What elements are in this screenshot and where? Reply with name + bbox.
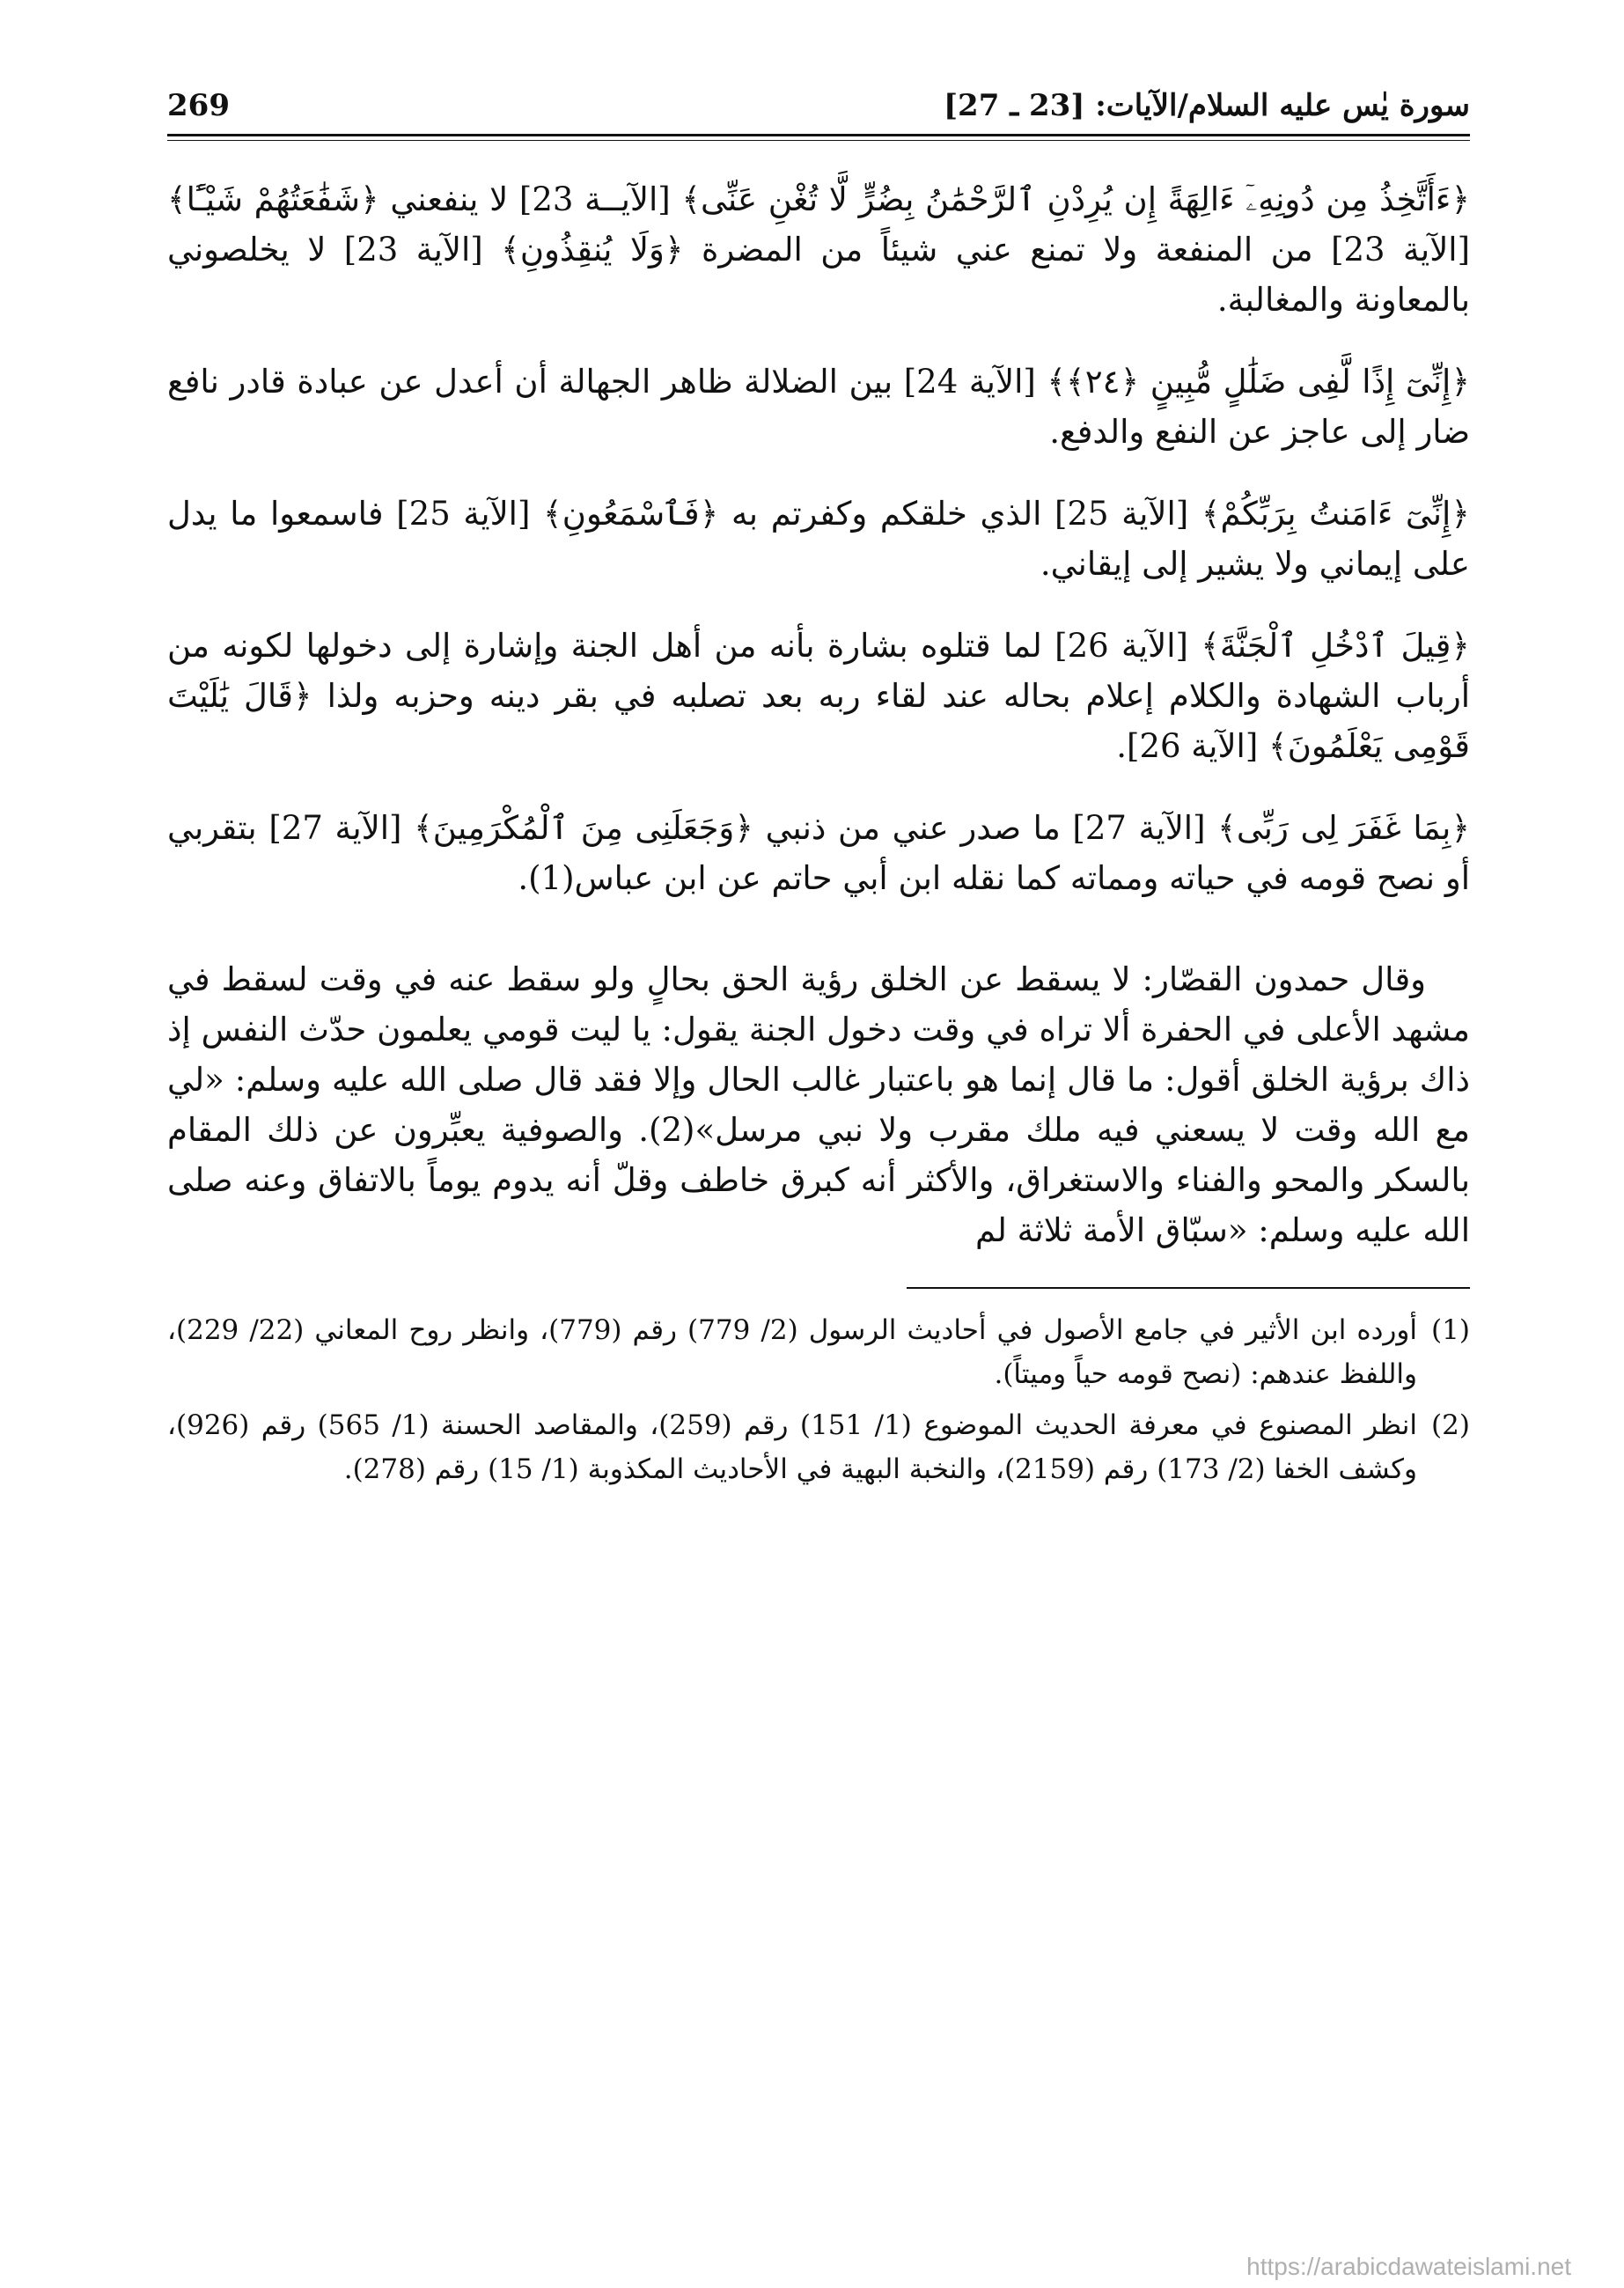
tafsir-paragraph-verse-26: ﴿قِيلَ ٱدْخُلِ ٱلْجَنَّةَ﴾ [الآية 26] لما قتلوه بشارة بأنه من أهل الجنة وإشارة إلى دخولها لكونه من أرباب الشهادة والكلام إعلام بحاله عند لقاء ربه بعد تصلبه في بقر دينه وحزبه ولذا ﴿قَالَ يَٰلَيْتَ قَوْمِى يَعْلَمُونَ﴾ [الآية 26]. [167, 627, 1470, 765]
footnote-text: انظر المصنوع في معرفة الحديث الموضوع (1/ 151) رقم (259)، والمقاصد الحسنة (1/ 565) رقم (926)، وكشف الخفا (2/ 173) رقم (2159)، والنخبة البهية في الأحاديث المكذوبة (1/ 15) رقم (278). [167, 1409, 1417, 1485]
footnote-number: (1) [1431, 1314, 1470, 1346]
tafsir-paragraph-verse-23: ﴿ءَأَتَّخِذُ مِن دُونِهِۦٓ ءَالِهَةً إِن يُرِدْنِ ٱلرَّحْمَٰنُ بِضُرٍّ لَّا تُغْنِ عَنِّى﴾ [الآيــة 23] لا ينفعني ﴿شَفَٰعَتُهُمْ شَيْـًٔا﴾ [الآية 23] من المنفعة ولا تمنع عني شيئاً من المضرة ﴿وَلَا يُنقِذُونِ﴾ [الآية 23] لا يخلصوني بالمعاونة والمغالبة. [167, 180, 1471, 319]
book-page [167, 70, 1470, 2254]
page-header [167, 70, 1470, 123]
watermark-url: https://arabicdawateislami.net [1246, 2253, 1571, 2280]
footnotes [167, 1308, 1470, 1491]
tafsir-paragraph-verse-27: ﴿بِمَا غَفَرَ لِى رَبِّى﴾ [الآية 27] ما صدر عني من ذنبي ﴿وَجَعَلَنِى مِنَ ٱلْمُكْرَمِينَ﴾ [الآية 27] بتقربي أو نصح قومه في حياته ومماته كما نقله ابن أبي حاتم عن ابن عباس(1). [167, 809, 1470, 897]
footnote-2 [167, 1403, 1470, 1491]
page-number: 269 [167, 88, 230, 123]
header-rule [167, 134, 1470, 141]
running-title: سورة يٰس عليه السلام/الآيات: [23 ـ 27] [943, 88, 1470, 123]
footnote-1 [167, 1308, 1470, 1396]
footnote-text: أورده ابن الأثير في جامع الأصول في أحاديث الرسول (2/ 779) رقم (779)، وانظر روح المعاني (22/ 229)، واللفظ عندهم: (نصح قومه حياً وميتاً). [167, 1314, 1417, 1390]
footnote-number: (2) [1431, 1409, 1470, 1441]
tafsir-paragraph-verse-24: ﴿إِنِّىٓ إِذًا لَّفِى ضَلَٰلٍ مُّبِينٍ ﴿٢٤﴾﴾ [الآية 24] بين الضلالة ظاهر الجهالة أن أعدل عن عبادة قادر نافع ضار إلى عاجز عن النفع والدفع. [167, 363, 1471, 451]
footnote-divider [907, 1287, 1470, 1289]
tafsir-paragraph-verse-25: ﴿إِنِّىٓ ءَامَنتُ بِرَبِّكُمْ﴾ [الآية 25] الذي خلقكم وكفرتم به ﴿فَٱسْمَعُونِ﴾ [الآية 25] فاسمعوا ما يدل على إيماني ولا يشير إلى إيقاني. [167, 495, 1470, 583]
commentary-paragraph: وقال حمدون القصّار: لا يسقط عن الخلق رؤية الحق بحالٍ ولو سقط عنه في وقت لسقط في مشهد الأعلى في الحفرة ألا تراه في وقت دخول الجنة يقول: يا ليت قومي يعلمون حدّث النفس إذ ذاك برؤية الخلق أقول: ما قال إنما هو باعتبار غالب الحال وإلا فقد قال صلى الله عليه وسلم: «لي مع الله وقت لا يسعني فيه ملك مقرب ولا نبي مرسل»(2). والصوفية يعبِّرون عن ذلك المقام بالسكر والمحو والفناء والاستغراق، والأكثر أنه كبرق خاطف وقلّ أنه يدوم يوماً بالاتفاق وعنه صلى الله عليه وسلم: «سبّاق الأمة ثلاثة لم [167, 960, 1470, 1249]
tafsir-text [167, 174, 1470, 1255]
